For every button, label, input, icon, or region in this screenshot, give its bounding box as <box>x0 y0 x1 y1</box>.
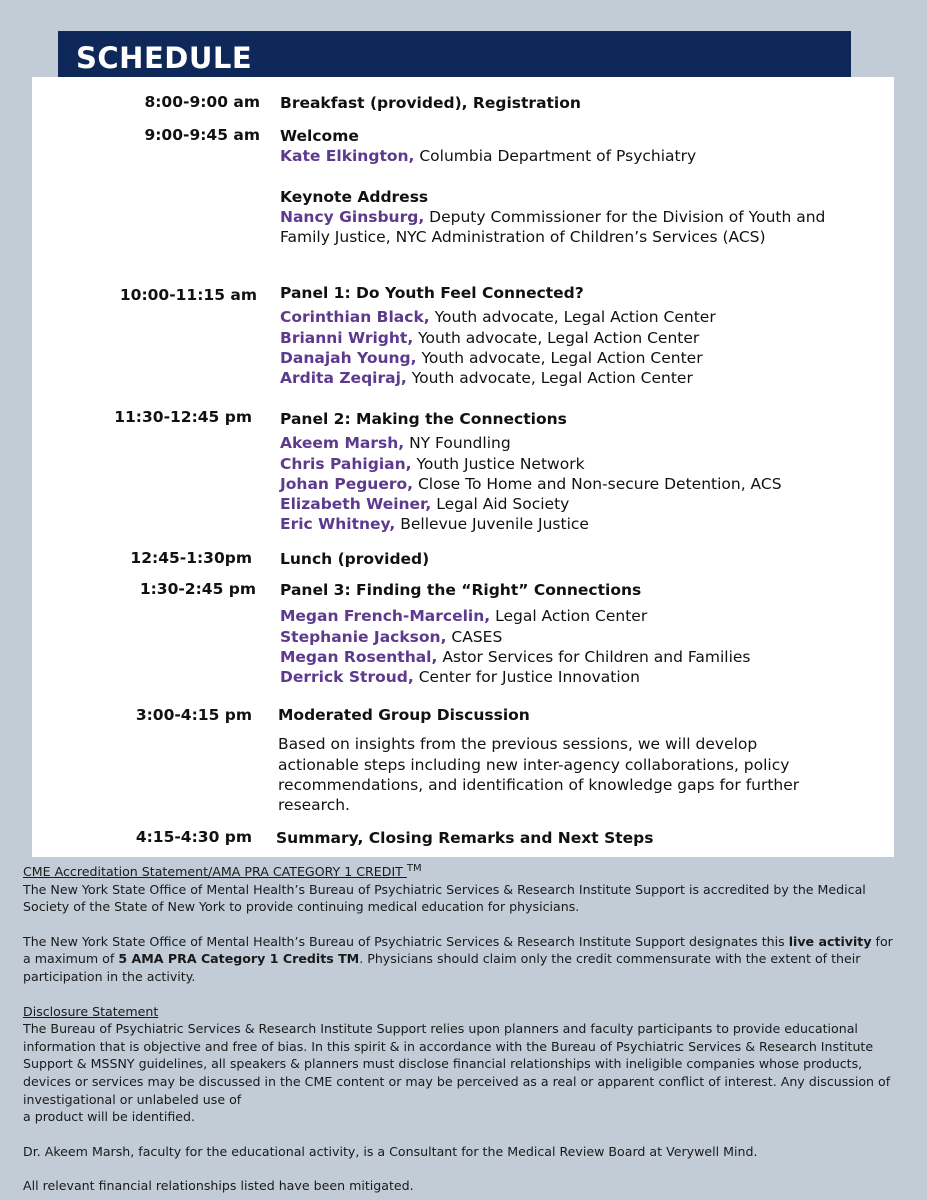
disclosure-paragraph: Dr. Akeem Marsh, faculty for the educational activity, is a Consultant for the Medical Review Board at Verywell Mind. <box>23 1143 758 1159</box>
session-entry <box>278 705 838 815</box>
speaker-name: Brianni Wright, <box>280 328 414 347</box>
speaker-name: Derrick Stroud, <box>280 668 414 687</box>
speaker-affiliation: Youth advocate, Legal Action Center <box>413 328 700 347</box>
speaker-line <box>280 146 855 166</box>
session-time: 12:45-1:30pm <box>130 549 252 567</box>
speaker-name: Stephanie Jackson, <box>280 627 447 646</box>
session-time: 11:30-12:45 pm <box>114 408 252 426</box>
session-title: Panel 2: Making the Connections <box>280 410 567 428</box>
session-title: Lunch (provided) <box>280 550 430 568</box>
session-time: 4:15-4:30 pm <box>135 828 252 846</box>
speaker-affiliation: Astor Services for Children and Families <box>437 647 751 666</box>
session-title: Breakfast (provided), Registration <box>280 94 581 112</box>
speaker-line <box>280 667 855 687</box>
speaker-affiliation: Bellevue Juvenile Justice <box>395 515 589 534</box>
text-run: . Physicians should claim only the credit commensurate with the extent of their participation in the activity. <box>23 951 861 984</box>
session-entry <box>280 549 855 569</box>
session-time: 9:00-9:45 am <box>144 126 260 144</box>
disclosure-paragraph-tail: a product will be identified. <box>23 1109 196 1125</box>
speaker-affiliation: Center for Justice Innovation <box>413 668 640 687</box>
session-title: Moderated Group Discussion <box>278 706 530 724</box>
session-title: Summary, Closing Remarks and Next Steps <box>276 829 654 847</box>
speaker-affiliation: NY Foundling <box>404 434 511 453</box>
cme-heading-line <box>23 863 903 881</box>
speaker-affiliation: Legal Aid Society <box>431 495 570 514</box>
disclosure-paragraph: All relevant financial relationships listed have been mitigated. <box>23 1178 414 1194</box>
text-run-bold: live activity <box>788 933 872 949</box>
speaker-line <box>280 474 855 494</box>
text-run-bold: 5 AMA PRA Category 1 Credits TM <box>118 951 360 967</box>
session-time: 3:00-4:15 pm <box>135 706 252 724</box>
speaker-name: Danajah Young, <box>280 348 417 367</box>
speaker-affiliation: Youth advocate, Legal Action Center <box>416 348 703 367</box>
speaker-line <box>280 348 855 368</box>
session-time: 1:30-2:45 pm <box>139 580 256 598</box>
speaker-line <box>280 627 855 647</box>
session-title: Keynote Address <box>280 187 429 206</box>
cme-paragraph: The New York State Office of Mental Health’s Bureau of Psychiatric Services & Research Institute Support is accredited by the Medical Society of the State of New York to provide continuing medical education for physicians. <box>23 881 866 915</box>
speaker-line <box>280 207 855 248</box>
session-entry <box>280 580 855 687</box>
speaker-line <box>280 494 855 514</box>
speaker-name: Nancy Ginsburg, <box>280 207 425 226</box>
session-title: Panel 3: Finding the “Right” Connections <box>280 581 642 599</box>
disclosure-heading: Disclosure Statement <box>23 1003 159 1019</box>
speaker-affiliation: Columbia Department of Psychiatry <box>414 147 697 166</box>
speaker-name: Corinthian Black, <box>280 308 430 327</box>
speaker-line <box>280 307 855 327</box>
speaker-line <box>280 454 855 474</box>
speaker-affiliation: Deputy Commissioner for the Division of Youth and Family Justice, NYC Administration of Children’s Services (ACS) <box>280 207 826 247</box>
speaker-affiliation: CASES <box>446 627 503 646</box>
speaker-line <box>280 328 855 348</box>
speaker-line <box>280 647 855 667</box>
session-time: 10:00-11:15 am <box>119 286 257 304</box>
speaker-affiliation: Youth advocate, Legal Action Center <box>429 308 716 327</box>
speaker-name: Eric Whitney, <box>280 515 396 534</box>
speaker-name: Chris Pahigian, <box>280 454 412 473</box>
session-title: Panel 1: Do Youth Feel Connected? <box>280 284 584 302</box>
session-entry <box>280 126 855 247</box>
session-time: 8:00-9:00 am <box>144 93 260 111</box>
speaker-name: Megan French-Marcelin, <box>280 607 491 626</box>
speaker-line <box>280 368 855 388</box>
session-description: Based on insights from the previous sessions, we will develop actionable steps including new inter-agency collaborations, policy recommendations, and identification of knowledge gaps for further research. <box>278 735 800 815</box>
session-entry <box>280 409 855 535</box>
speaker-line <box>280 606 855 626</box>
speaker-name: Ardita Zeqiraj, <box>280 369 407 388</box>
speaker-line <box>280 433 855 453</box>
session-entry <box>276 828 851 848</box>
speaker-name: Johan Peguero, <box>280 474 414 493</box>
speaker-affiliation: Legal Action Center <box>490 607 648 626</box>
session-entry <box>280 93 855 113</box>
speaker-line <box>280 514 855 534</box>
disclosure-paragraph: The Bureau of Psychiatric Services & Research Institute Support relies upon planners and faculty participants to provide educational information that is objective and free of bias. In this spirit & in accordance with the Bureau of Psychiatric Services & Research Institute Support & MSSNY guidelines, all speakers & planners must disclose financial relationships with ineligible companies whose products, devices or services may be discussed in the CME content or may be perceived as a real or apparent conflict of interest. Any discussion of investigational or unlabeled use of <box>23 1021 891 1107</box>
speaker-affiliation: Youth advocate, Legal Action Center <box>406 369 693 388</box>
cme-heading: CME Accreditation Statement/AMA PRA CATEGORY 1 CREDIT <box>23 864 407 879</box>
text-run: The New York State Office of Mental Health’s Bureau of Psychiatric Services & Research Institute Support designates this <box>23 933 789 949</box>
speaker-name: Akeem Marsh, <box>280 434 405 453</box>
speaker-affiliation: Youth Justice Network <box>411 454 585 473</box>
cme-paragraph <box>23 933 903 986</box>
session-title: Welcome <box>280 127 359 145</box>
page-title: SCHEDULE <box>76 41 253 75</box>
tm-mark: TM <box>406 862 422 874</box>
text-run: for a maximum of <box>23 933 893 967</box>
speaker-affiliation: Close To Home and Non-secure Detention, ACS <box>413 474 782 493</box>
speaker-name: Megan Rosenthal, <box>280 647 438 666</box>
speaker-name: Kate Elkington, <box>280 147 415 166</box>
cme-section <box>23 863 903 1195</box>
session-entry <box>280 283 855 388</box>
speaker-name: Elizabeth Weiner, <box>280 495 432 514</box>
